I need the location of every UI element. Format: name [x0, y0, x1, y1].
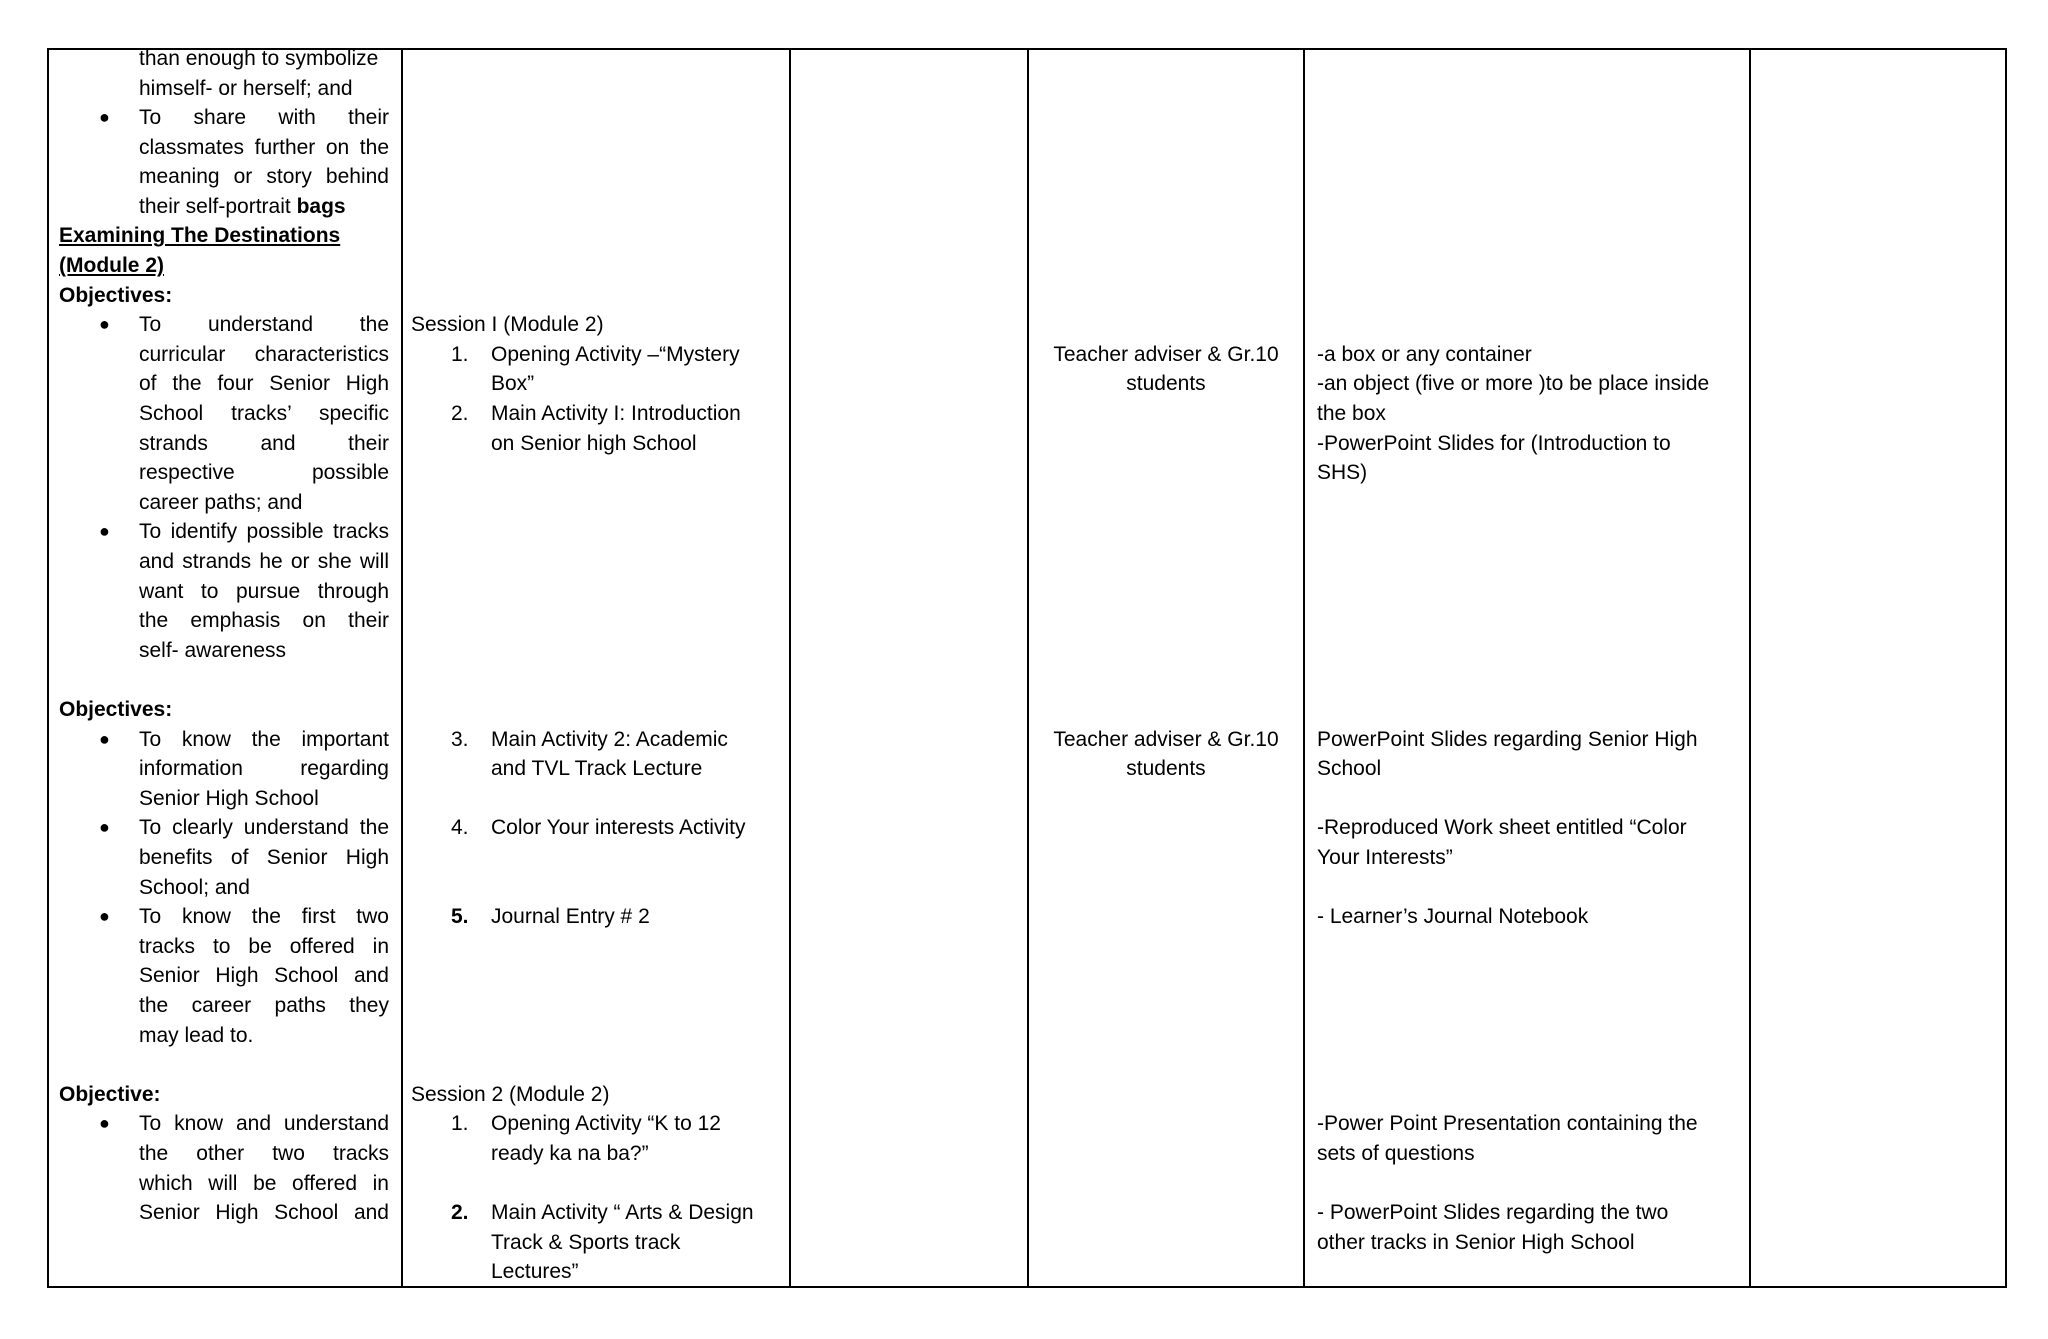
activity-item: Main Activity I: Introduction on Senior high School: [491, 402, 741, 455]
materials-list: -a box or any container -an object (five or more )to be place inside the box -PowerPoint Slides for (Introduction to SHS): [1317, 342, 1710, 485]
activity-number: 1.: [451, 342, 469, 366]
activity-number: 1.: [451, 1112, 469, 1136]
objective-benefits-end: School; and: [139, 875, 250, 899]
objective-identify: To identify possible tracks and strands he or she will want to pursue through the emphasis on their: [139, 520, 389, 633]
materials-list: - PowerPoint Slides regarding the two other tracks in Senior High School: [1317, 1201, 1669, 1254]
activity-item: Opening Activity “K to 12 ready ka na ba?”: [491, 1112, 721, 1165]
bullet-icon: ●: [99, 1113, 110, 1134]
section-title: Examining The Destinations (Module 2): [59, 224, 341, 277]
activity-item: Journal Entry # 2: [491, 905, 650, 929]
objectives-label: Objectives:: [59, 283, 173, 307]
objective-continuation: than enough to symbolize himself- or herself; and: [139, 47, 379, 100]
bullet-icon: ●: [99, 314, 110, 335]
objectives-label: Objectives:: [59, 698, 173, 721]
persons-involved: Teacher adviser & Gr.10 students: [1053, 342, 1279, 396]
materials-list: PowerPoint Slides regarding Senior High School: [1317, 727, 1698, 781]
materials-list: -Reproduced Work sheet entitled “Color Your Interests”: [1317, 816, 1687, 869]
activity-number: 4.: [451, 816, 469, 840]
bullet-icon: ●: [99, 521, 110, 542]
empty-cell: [1751, 50, 2005, 1286]
objective-share-end: their self-portrait bags: [139, 194, 346, 218]
objective-understand: To understand the curricular characteristics of the four Senior High School tracks’ specific strands and their respective possible: [139, 313, 389, 485]
persons-cell: [1029, 50, 1303, 1286]
objectives-cell: [49, 47, 401, 1286]
materials-list: -Power Point Presentation containing the sets of questions: [1317, 1112, 1698, 1165]
materials-list: - Learner’s Journal Notebook: [1317, 905, 1589, 929]
objective-other-two: To know and understand the other two tracks which will be offered in Senior High School and: [139, 1112, 389, 1225]
objective-understand-end: career paths; and: [139, 490, 303, 514]
bullet-icon: ●: [99, 107, 110, 127]
materials-cell: [1305, 50, 1749, 1286]
activity-number: 2.: [451, 402, 469, 425]
persons-involved: Teacher adviser & Gr.10 students: [1053, 727, 1279, 781]
session-heading: Session I (Module 2): [411, 313, 604, 337]
activity-number: 2.: [451, 1201, 469, 1225]
bullet-icon: ●: [99, 906, 110, 927]
activity-item: Main Activity 2: Academic and TVL Track Lecture: [491, 727, 728, 781]
activity-number: 3.: [451, 727, 469, 751]
objective-know-info: To know the important information regarding: [139, 727, 389, 781]
objective-share: To share with their classmates further on the meaning or story behind: [139, 106, 389, 189]
bullet-icon: ●: [99, 728, 110, 749]
session-heading: Session 2 (Module 2): [411, 1082, 610, 1106]
objective-first-two-end: may lead to.: [139, 1023, 254, 1047]
activities-cell: [403, 50, 789, 1286]
activity-item: Opening Activity –“Mystery Box”: [491, 342, 740, 396]
objective-identify-end: self- awareness: [139, 638, 287, 662]
activity-plan-table: [47, 48, 2007, 1288]
objective-first-two: To know the first two tracks to be offered in Senior High School and the career paths they: [139, 905, 389, 1017]
objective-benefits: To clearly understand the benefits of Senior High: [139, 816, 389, 869]
objective-label: Objective:: [59, 1082, 161, 1106]
objective-know-info-end: Senior High School: [139, 786, 319, 810]
activity-number: 5.: [451, 905, 469, 929]
activity-item: Main Activity “ Arts & Design Track & Sports track Lectures”: [491, 1201, 754, 1284]
bullet-icon: ●: [99, 817, 110, 838]
empty-cell: [791, 50, 1027, 1286]
activity-item: Color Your interests Activity: [491, 816, 746, 840]
